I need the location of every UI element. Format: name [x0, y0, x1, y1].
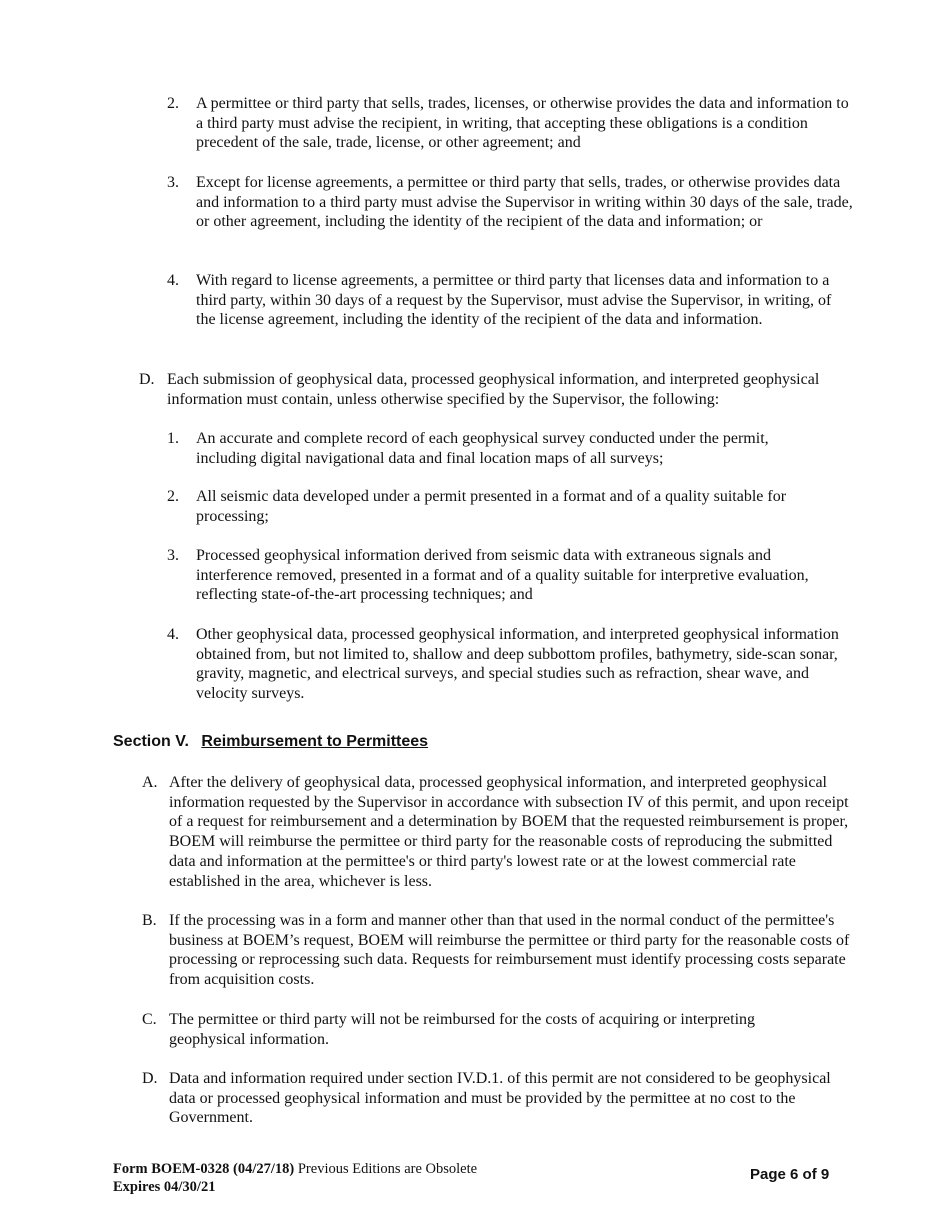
- list-letter: A.: [142, 774, 158, 791]
- list-number: 2.: [167, 95, 179, 112]
- list-text: Processed geophysical information derived from seismic data with extraneous signals and interference removed, presented in a format and of a quality suitable for interpretive evaluation, reflecting state-of-the-art processing techniques; and: [196, 547, 809, 604]
- list-number: 3.: [167, 174, 179, 191]
- list-number: 4.: [167, 272, 179, 289]
- editions-note: Previous Editions are Obsolete: [297, 1161, 478, 1177]
- list-text: Each submission of geophysical data, processed geophysical information, and interpreted geophysical information must contain, unless otherwise specified by the Supervisor, the following:: [167, 371, 820, 408]
- list-number: 1.: [167, 430, 179, 447]
- list-number: 3.: [167, 547, 179, 564]
- section-heading: [113, 733, 428, 751]
- list-text: A permittee or third party that sells, trades, licenses, or otherwise provides the data and information to a third party must advise the recipient, in writing, that accepting these obligations is a condition precedent of the sale, trade, license, or other agreement; and: [196, 95, 849, 152]
- list-number: 4.: [167, 626, 179, 643]
- section-label: Section V.: [113, 733, 189, 750]
- form-id: Form BOEM-0328 (04/27/18): [113, 1161, 295, 1177]
- list-letter: C.: [142, 1011, 157, 1028]
- list-text: An accurate and complete record of each geophysical survey conducted under the permit, including digital navigational data and final location maps of all surveys;: [196, 430, 769, 467]
- list-text: Except for license agreements, a permittee or third party that sells, trades, or otherwise provides data and information to a third party must advise the Supervisor in writing within 30 days of the sale, trade, or other agreement, including the identity of the recipient of the data and information; or: [196, 174, 853, 231]
- list-text: All seismic data developed under a permit presented in a format and of a quality suitable for processing;: [196, 488, 787, 525]
- footer-form-info: [113, 1160, 477, 1196]
- page-number: Page 6 of 9: [750, 1166, 830, 1183]
- list-text: Other geophysical data, processed geophysical information, and interpreted geophysical information obtained from, but not limited to, shallow and deep subbottom profiles, bathymetry, side-scan sonar, gravity, magnetic, and electrical surveys, and special studies such as refraction, shear wave, and velocity surveys.: [196, 626, 839, 703]
- list-number: 2.: [167, 488, 179, 505]
- list-text: Data and information required under section IV.D.1. of this permit are not considered to be geophysical data or processed geophysical information and must be provided by the permittee at no cost to the Government.: [169, 1070, 831, 1127]
- list-letter: D.: [139, 371, 155, 388]
- list-text: With regard to license agreements, a permittee or third party that licenses data and information to a third party, within 30 days of a request by the Supervisor, must advise the Supervisor, in writing, of the license agreement, including the identity of the recipient of the data and information.: [196, 272, 832, 329]
- list-text: If the processing was in a form and manner other than that used in the normal conduct of the permittee's business at BOEM’s request, BOEM will reimburse the permittee or third party for the reasonable costs of processing or reprocessing such data. Requests for reimbursement must identify processing costs separate from acquisition costs.: [169, 912, 850, 989]
- expiration-date: Expires 04/30/21: [113, 1179, 216, 1195]
- list-letter: B.: [142, 912, 157, 929]
- list-text: After the delivery of geophysical data, processed geophysical information, and interpreted geophysical information requested by the Supervisor in accordance with subsection IV of this permit, and upon receipt of a request for reimbursement and a determination by BOEM that the requested reimbursement is proper, BOEM will reimburse the permittee or third party for the reasonable costs of reproducing the submitted data and information at the permittee's or third party's lowest rate or at the lowest commercial rate established in the area, whichever is less.: [169, 774, 849, 890]
- section-title: Reimbursement to Permittees: [201, 733, 429, 750]
- list-letter: D.: [142, 1070, 158, 1087]
- list-text: The permittee or third party will not be reimbursed for the costs of acquiring or interpreting geophysical information.: [169, 1011, 756, 1048]
